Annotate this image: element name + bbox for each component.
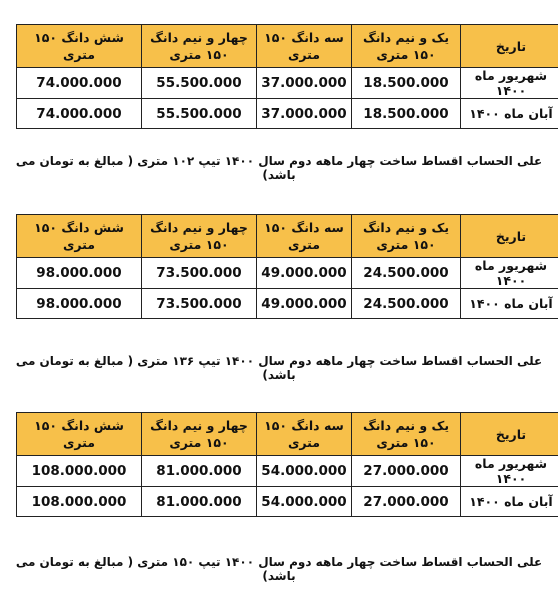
header-four-and-half-dang: چهار و نیم دانگ ۱۵۰ متری	[142, 413, 257, 456]
table-row	[17, 99, 558, 129]
header-six-dang: شش دانگ ۱۵۰ متری	[17, 25, 142, 68]
header-six-dang: شش دانگ ۱۵۰ متری	[17, 215, 142, 258]
table-row	[17, 68, 558, 99]
cell-three-dang: 37.000.000	[257, 68, 352, 99]
header-three-dang: سه دانگ ۱۵۰ متری	[257, 25, 352, 68]
header-four-and-half-dang: چهار و نیم دانگ ۱۵۰ متری	[142, 215, 257, 258]
cell-six-dang: 74.000.000	[17, 68, 142, 99]
row-date: آبان ماه ۱۴۰۰	[461, 99, 558, 129]
header-one-and-half-dang: یک و نیم دانگ ۱۵۰ متری	[352, 413, 461, 456]
row-date: شهریور ماه ۱۴۰۰	[461, 456, 558, 487]
header-six-dang: شش دانگ ۱۵۰ متری	[17, 413, 142, 456]
cell-six-dang: 98.000.000	[17, 258, 142, 289]
cell-four-and-half-dang: 73.500.000	[142, 258, 257, 289]
table-row	[17, 258, 558, 289]
cell-four-and-half-dang: 73.500.000	[142, 289, 257, 319]
header-date: تاریخ	[461, 413, 558, 456]
cell-four-and-half-dang: 81.000.000	[142, 487, 257, 517]
cell-four-and-half-dang: 81.000.000	[142, 456, 257, 487]
table-header-row	[17, 215, 558, 258]
row-date: شهریور ماه ۱۴۰۰	[461, 258, 558, 289]
cell-one-and-half-dang: 24.500.000	[352, 289, 461, 319]
row-date: آبان ماه ۱۴۰۰	[461, 289, 558, 319]
installment-table	[16, 24, 558, 129]
row-date: شهریور ماه ۱۴۰۰	[461, 68, 558, 99]
table-row	[17, 487, 558, 517]
cell-three-dang: 37.000.000	[257, 99, 352, 129]
header-three-dang: سه دانگ ۱۵۰ متری	[257, 215, 352, 258]
header-four-and-half-dang: چهار و نیم دانگ ۱۵۰ متری	[142, 25, 257, 68]
cell-three-dang: 49.000.000	[257, 258, 352, 289]
cell-four-and-half-dang: 55.500.000	[142, 99, 257, 129]
header-date: تاریخ	[461, 215, 558, 258]
table-note: علی الحساب اقساط ساخت چهار ماهه دوم سال ۱۴۰۰ تیپ ۱۰۲ متری ( مبالغ به تومان می باشد)	[15, 154, 543, 182]
cell-three-dang: 54.000.000	[257, 456, 352, 487]
cell-one-and-half-dang: 18.500.000	[352, 99, 461, 129]
header-date: تاریخ	[461, 25, 558, 68]
installment-table-3	[16, 412, 553, 517]
cell-three-dang: 49.000.000	[257, 289, 352, 319]
cell-six-dang: 74.000.000	[17, 99, 142, 129]
header-three-dang: سه دانگ ۱۵۰ متری	[257, 413, 352, 456]
cell-one-and-half-dang: 27.000.000	[352, 456, 461, 487]
table-note: علی الحساب اقساط ساخت چهار ماهه دوم سال ۱۴۰۰ تیپ ۱۵۰ متری ( مبالغ به تومان می باشد)	[15, 555, 543, 583]
header-one-and-half-dang: یک و نیم دانگ ۱۵۰ متری	[352, 215, 461, 258]
table-note: علی الحساب اقساط ساخت چهار ماهه دوم سال ۱۴۰۰ تیپ ۱۳۶ متری ( مبالغ به تومان می باشد)	[15, 354, 543, 382]
table-row	[17, 289, 558, 319]
installment-table	[16, 412, 558, 517]
cell-one-and-half-dang: 18.500.000	[352, 68, 461, 99]
cell-three-dang: 54.000.000	[257, 487, 352, 517]
installment-table-1	[16, 24, 553, 129]
table-row	[17, 456, 558, 487]
cell-six-dang: 108.000.000	[17, 487, 142, 517]
cell-four-and-half-dang: 55.500.000	[142, 68, 257, 99]
installment-table-2	[16, 214, 553, 319]
header-one-and-half-dang: یک و نیم دانگ ۱۵۰ متری	[352, 25, 461, 68]
row-date: آبان ماه ۱۴۰۰	[461, 487, 558, 517]
table-header-row	[17, 413, 558, 456]
cell-six-dang: 108.000.000	[17, 456, 142, 487]
cell-one-and-half-dang: 24.500.000	[352, 258, 461, 289]
table-header-row	[17, 25, 558, 68]
cell-one-and-half-dang: 27.000.000	[352, 487, 461, 517]
cell-six-dang: 98.000.000	[17, 289, 142, 319]
installment-table	[16, 214, 558, 319]
